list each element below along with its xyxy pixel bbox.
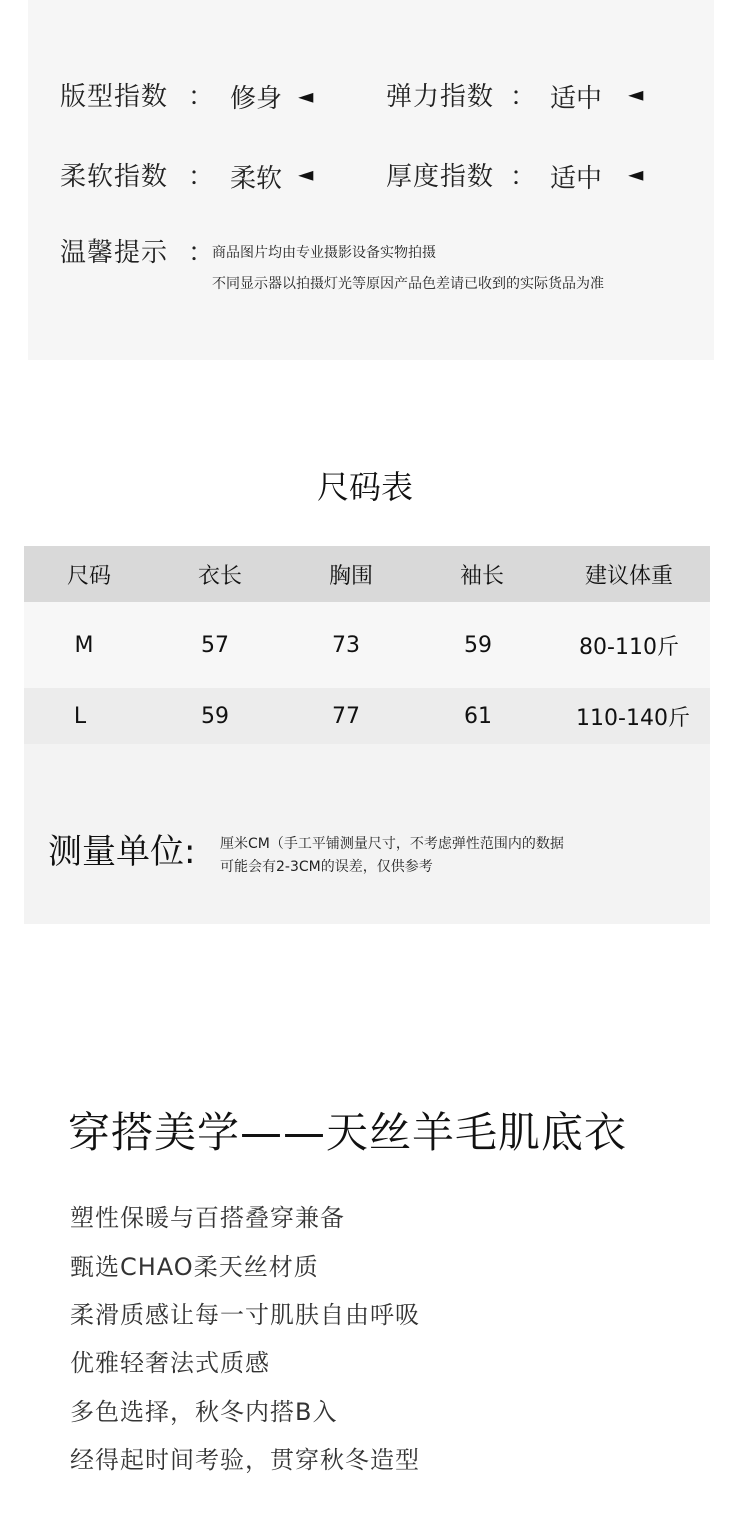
fit-index [60, 76, 168, 113]
thickness-arrow-icon: ◄ [628, 162, 644, 186]
table-row [24, 688, 710, 744]
cell-weight: 80-110斤 [579, 634, 679, 660]
tip-line-1: 商品图片均由专业摄影设备实物拍摄 [212, 245, 436, 261]
thickness-index-value: 适中 [550, 164, 603, 194]
thickness-index-label: 厚度指数 [386, 162, 495, 192]
header-chest: 胸围 [328, 563, 373, 589]
softness-index-colon: ： [188, 162, 215, 192]
tip-colon: ： [188, 238, 215, 268]
measurement-label: 测量单位: [48, 832, 196, 872]
cell-sleeve: 61 [464, 703, 492, 729]
tip-line-2: 不同显示器以拍摄灯光等原因产品色差请已收到的实际货品为准 [212, 276, 604, 292]
cell-sleeve: 59 [464, 632, 492, 658]
feature-line: 多色选择，秋冬内搭B入 [70, 1398, 338, 1426]
size-chart-title: 尺码表 [316, 468, 413, 506]
feature-line: 经得起时间考验，贯穿秋冬造型 [70, 1446, 420, 1474]
softness-arrow-icon: ◄ [298, 162, 314, 186]
softness-index-label: 柔软指数 [60, 162, 169, 192]
measurement-line-2: 可能会有2-3CM的误差，仅供参考 [220, 859, 433, 875]
cell-size: L [73, 703, 87, 729]
header-weight: 建议体重 [584, 563, 673, 589]
fit-index-label: 版型指数 [60, 82, 169, 112]
elasticity-index-label: 弹力指数 [386, 82, 495, 112]
cell-weight: 110-140斤 [576, 705, 690, 731]
feature-line: 优雅轻奢法式质感 [70, 1349, 270, 1377]
header-size: 尺码 [66, 563, 111, 589]
table-row [24, 602, 710, 688]
cell-chest: 73 [332, 632, 360, 658]
feature-line: 塑性保暖与百搭叠穿兼备 [70, 1204, 345, 1232]
elasticity-arrow-icon: ◄ [628, 82, 644, 106]
cell-length: 59 [201, 703, 229, 729]
thickness-index-colon: ： [510, 162, 537, 192]
elasticity-index-value: 适中 [550, 84, 603, 114]
measurement-line-1: 厘米CM（手工平铺测量尺寸，不考虑弹性范围内的数据 [220, 836, 564, 852]
feature-line: 柔滑质感让每一寸肌肤自由呼吸 [70, 1301, 420, 1329]
softness-index-value: 柔软 [230, 164, 283, 194]
tip-label: 温馨提示 [60, 238, 169, 268]
elasticity-index-colon: ： [510, 82, 537, 112]
fit-index-colon: ： [188, 82, 215, 112]
styling-heading: 穿搭美学——天丝羊毛肌底衣 [68, 1108, 628, 1157]
fit-index-value: 修身 [230, 84, 283, 114]
feature-line: 甄选CHAO柔天丝材质 [70, 1253, 319, 1281]
cell-size: M [74, 632, 94, 658]
fit-arrow-icon: ◄ [298, 84, 314, 108]
cell-chest: 77 [332, 703, 360, 729]
header-sleeve: 袖长 [459, 563, 504, 589]
table-header-row [24, 546, 710, 602]
size-table [24, 546, 710, 744]
cell-length: 57 [201, 632, 229, 658]
header-length: 衣长 [197, 563, 242, 589]
